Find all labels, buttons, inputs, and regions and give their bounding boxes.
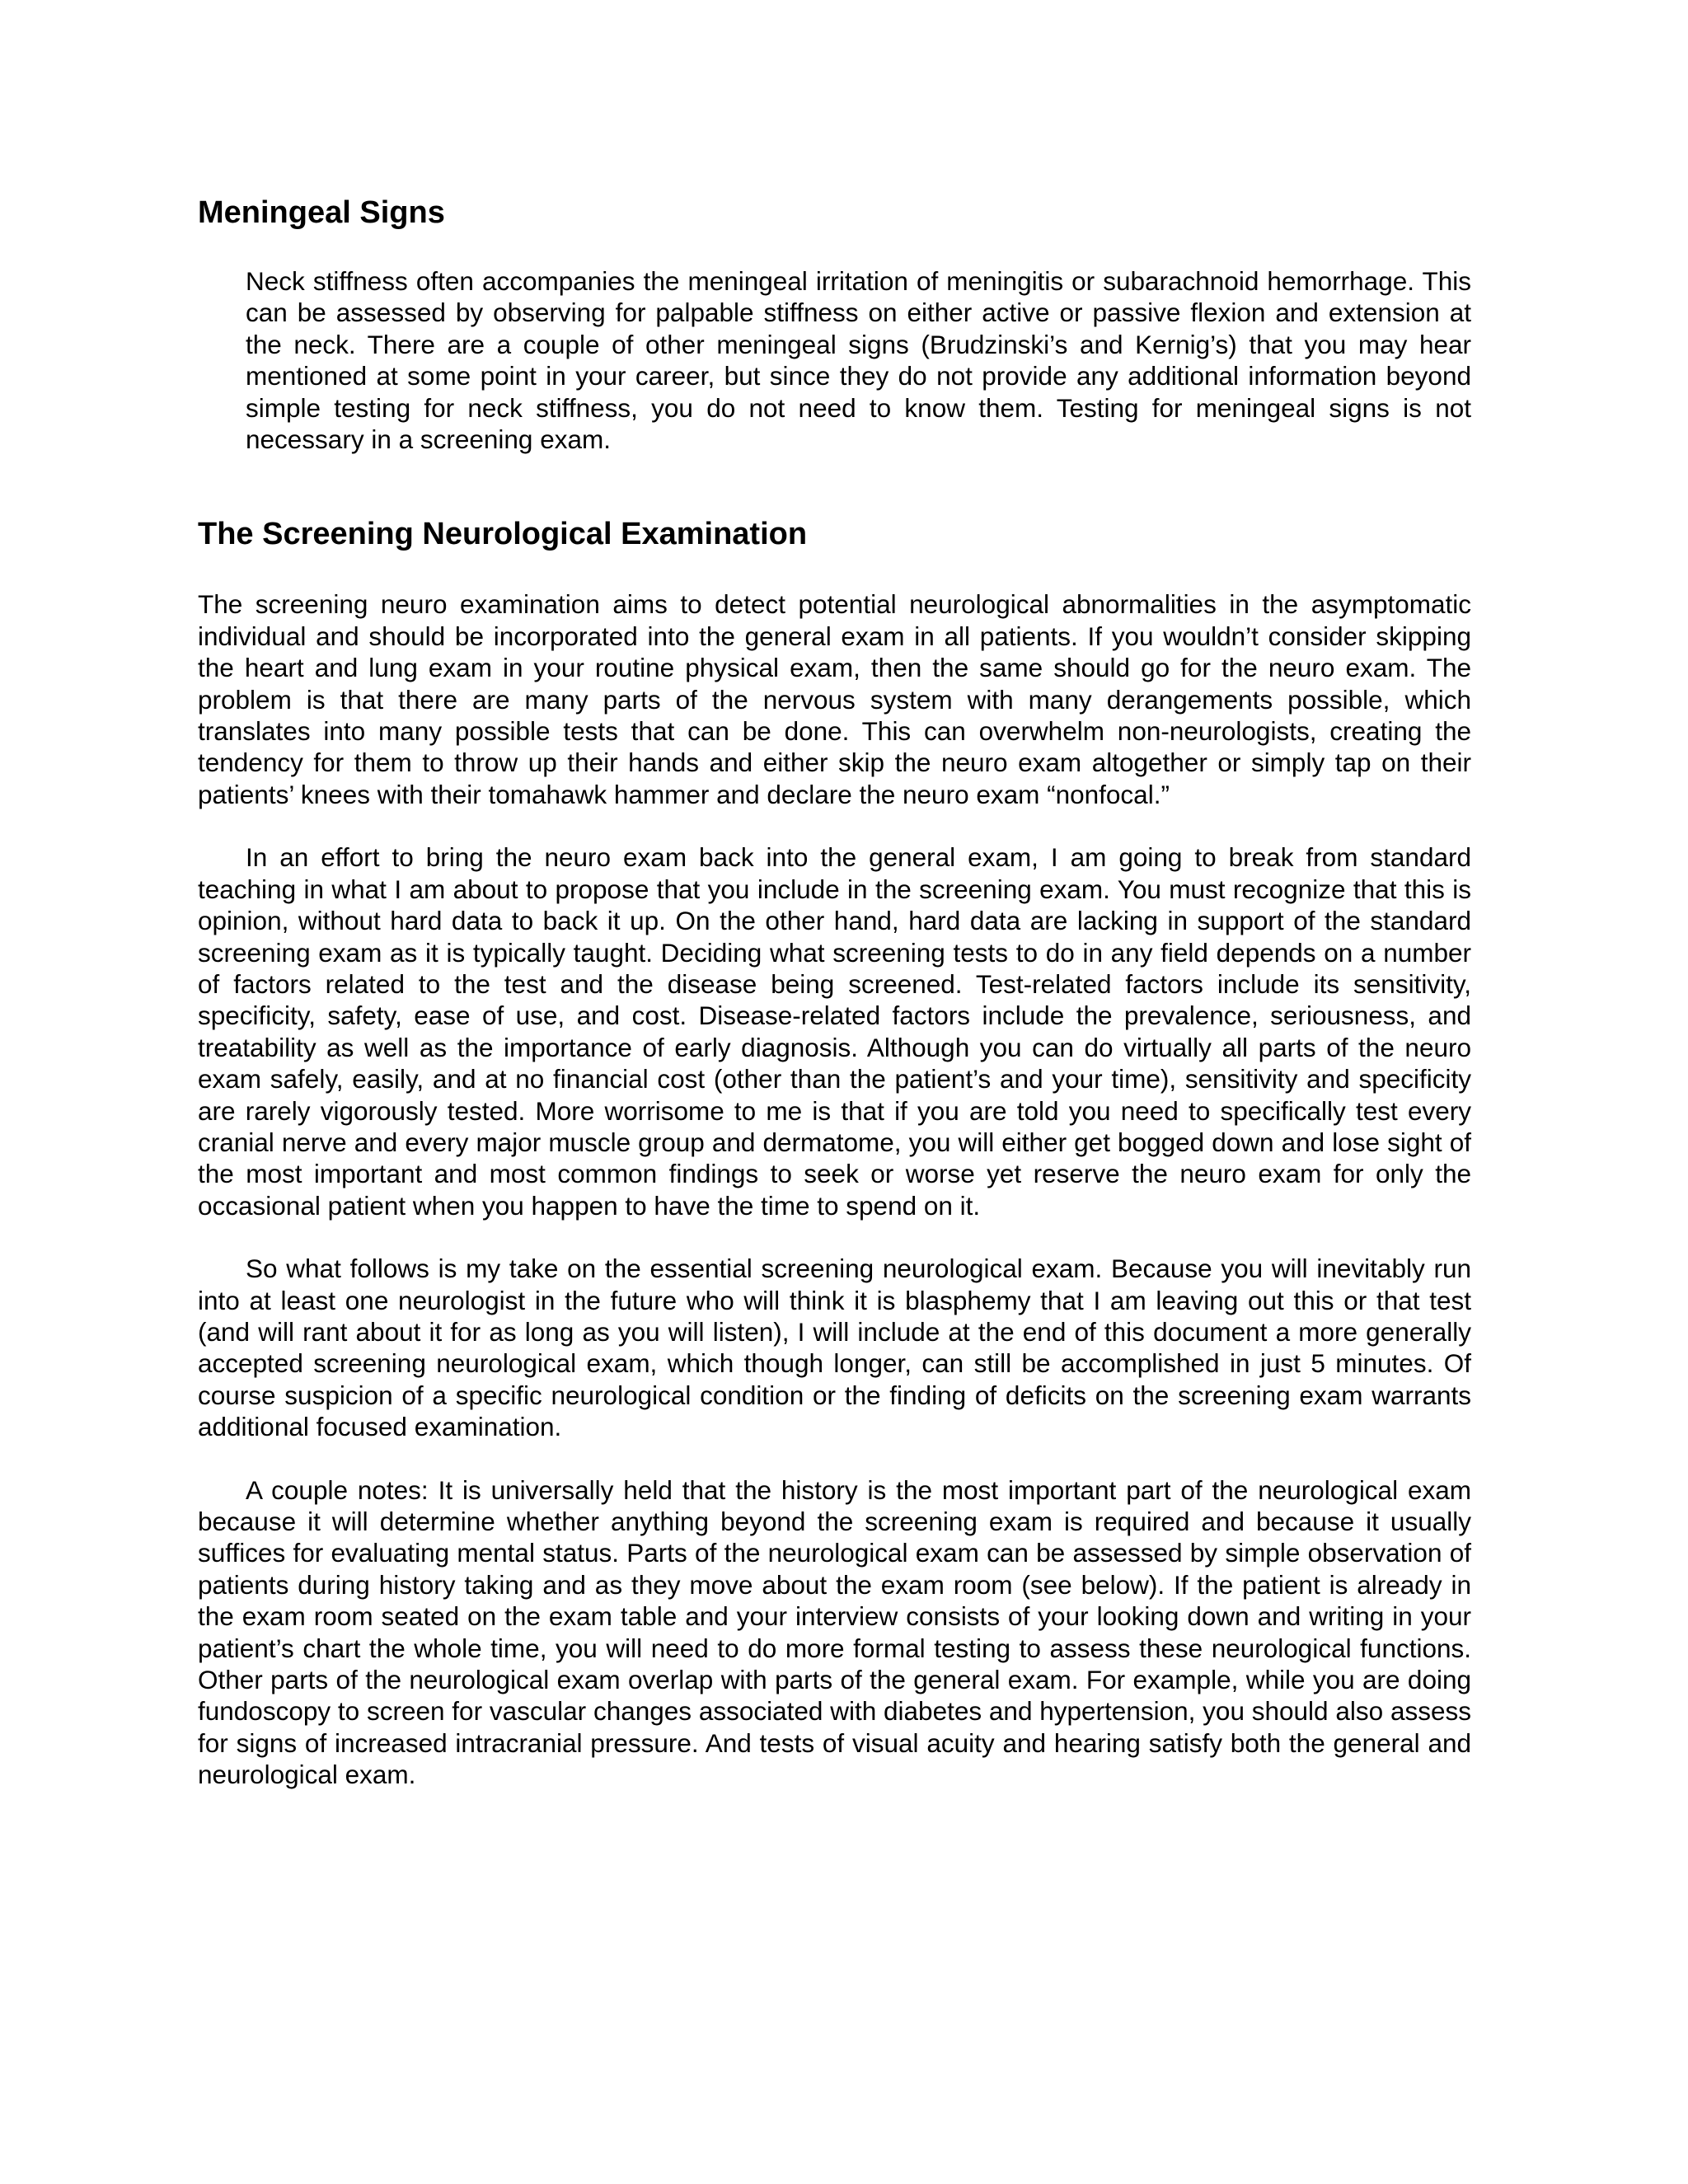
paragraph-screening-intro: The screening neuro examination aims to detect potential neurological abnormalities in the asymptomatic individual and should be incorporated into the general exam in all patients. If you wouldn’t consider skipping the heart and lung exam in your routine physical exam, then the same should go for the neuro exam. The problem is that there are many parts of the nervous system with many derangements possible, which translates into many possible tests that can be done. This can overwhelm non-neurologists, creating the tendency for them to throw up their hands and either skip the neuro exam altogether or simply tap on their patients’ knees with their tomahawk hammer and declare the neuro exam “nonfocal.” — [198, 589, 1471, 809]
paragraph-meningeal-signs: Neck stiffness often accompanies the meningeal irritation of meningitis or subarachnoid hemorrhage. This can be assessed by observing for palpable stiffness on either active or passive flexion and extension at the neck. There are a couple of other meningeal signs (Brudzinski’s and Kernig’s) that you may hear mentioned at some point in your career, but since they do not provide any additional information beyond simple testing for neck stiffness, you do not need to know them. Testing for meningeal signs is not necessary in a screening exam. — [246, 266, 1471, 455]
section-heading-screening-exam: The Screening Neurological Examination — [198, 517, 808, 552]
section-heading-meningeal-signs: Meningeal Signs — [198, 195, 445, 230]
paragraph-screening-essential: So what follows is my take on the essential screening neurological exam. Because you will inevitably run into at least one neurologist in the future who will think it is blasphemy that I am leaving out this or that test (and will rant about it for as long as you will listen), I will include at the end of this document a more generally accepted screening neurological exam, which though longer, can still be accomplished in just 5 minutes. Of course suspicion of a specific neurological condition or the finding of deficits on the screening exam warrants additional focused examination. — [198, 1254, 1471, 1442]
page-content — [198, 191, 1471, 1791]
paragraph-screening-opinion: In an effort to bring the neuro exam back into the general exam, I am going to break from standard teaching in what I am about to propose that you include in the screening exam. You must recognize that this is opinion, without hard data to back it up. On the other hand, hard data are lacking in support of the standard screening exam as it is typically taught. Deciding what screening tests to do in any field depends on a number of factors related to the test and the disease being screened. Test-related factors include its sensitivity, specificity, safety, ease of use, and cost. Disease-related factors include the prevalence, seriousness, and treatability as well as the importance of early diagnosis. Although you can do virtually all parts of the neuro exam safely, easily, and at no financial cost (other than the patient’s and your time), sensitivity and specificity are rarely vigorously tested. More worrisome to me is that if you are told you need to specifically test every cranial nerve and every major muscle group and dermatome, you will either get bogged down and lose sight of the most important and most common findings to seek or worse yet reserve the neuro exam for only the occasional patient when you happen to have the time to spend on it. — [198, 842, 1471, 1221]
paragraph-screening-notes: A couple notes: It is universally held that the history is the most important part of the neurological exam because it will determine whether anything beyond the screening exam is required and because it usually suffices for evaluating mental status. Parts of the neurological exam can be assessed by simple observation of patients during history taking and as they move about the exam room (see below). If the patient is already in the exam room seated on the exam table and your interview consists of your looking down and writing in your patient’s chart the whole time, you will need to do more formal testing to assess these neurological functions. Other parts of the neurological exam overlap with parts of the general exam. For example, while you are doing fundoscopy to screen for vascular changes associated with diabetes and hypertension, you should also assess for signs of increased intracranial pressure. And tests of visual acuity and hearing satisfy both the general and neurological exam. — [198, 1474, 1471, 1790]
